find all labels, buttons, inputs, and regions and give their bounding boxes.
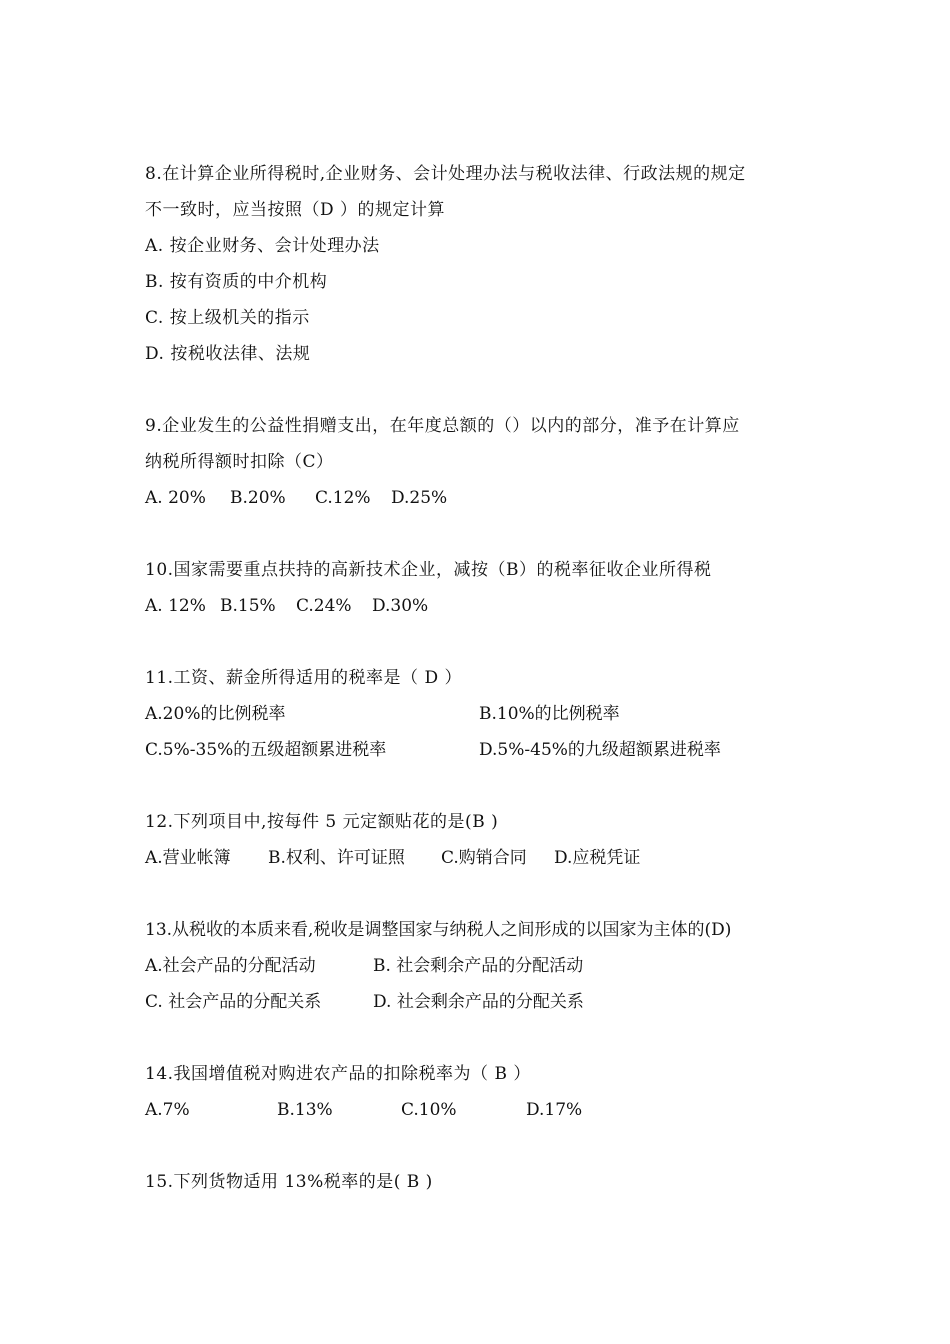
question-12-option-d: D.应税凭证	[554, 848, 641, 868]
question-11-options-row-2	[145, 739, 845, 761]
question-12-stem: 12.下列项目中,按每件 5 元定额贴花的是(B )	[145, 812, 499, 832]
question-11-option-b: B.10%的比例税率	[479, 704, 620, 724]
question-13-option-b: B. 社会剩余产品的分配活动	[373, 956, 584, 976]
question-10-options	[145, 595, 845, 617]
question-13-options-row-2	[145, 991, 845, 1013]
question-13-stem: 13.从税收的本质来看,税收是调整国家与纳税人之间形成的以国家为主体的(D)	[145, 920, 732, 940]
question-15-stem: 15.下列货物适用 13%税率的是( B )	[145, 1172, 433, 1192]
question-8-option-d: D. 按税收法律、法规	[145, 344, 311, 364]
question-9-option-c: C.12%	[315, 488, 371, 508]
question-14-option-c: C.10%	[401, 1100, 457, 1120]
question-13-options-row-1	[145, 955, 845, 977]
question-13-option-d: D. 社会剩余产品的分配关系	[373, 992, 584, 1012]
question-9-stem-line-2: 纳税所得额时扣除（C）	[145, 452, 334, 472]
question-9-option-a: A. 20%	[145, 488, 206, 508]
question-10-stem: 10.国家需要重点扶持的高新技术企业，减按（B）的税率征收企业所得税	[145, 560, 712, 580]
question-12-option-b: B.权利、许可证照	[268, 848, 405, 868]
question-11-option-c: C.5%-35%的五级超额累进税率	[145, 740, 387, 760]
question-10-option-d: D.30%	[372, 596, 429, 616]
question-9-option-b: B.20%	[230, 488, 286, 508]
question-12-option-c: C.购销合同	[441, 848, 527, 868]
question-11-option-d: D.5%-45%的九级超额累进税率	[479, 740, 721, 760]
question-12-option-a: A.营业帐簿	[145, 848, 231, 868]
question-13-option-c: C. 社会产品的分配关系	[145, 992, 322, 1012]
question-11-option-a: A.20%的比例税率	[145, 704, 286, 724]
question-9-stem-line-1: 9.企业发生的公益性捐赠支出，在年度总额的（）以内的部分，准予在计算应	[145, 416, 740, 436]
question-8-option-c: C. 按上级机关的指示	[145, 308, 310, 328]
question-9-options	[145, 487, 845, 509]
question-11-stem: 11.工资、薪金所得适用的税率是（ D ）	[145, 668, 462, 688]
question-11-options-row-1	[145, 703, 845, 725]
question-14-option-d: D.17%	[526, 1100, 583, 1120]
question-8-option-a: A. 按企业财务、会计处理办法	[145, 236, 380, 256]
question-8-stem-line-2: 不一致时，应当按照（D ）的规定计算	[145, 200, 446, 220]
question-14-option-b: B.13%	[277, 1100, 333, 1120]
question-10-option-a: A. 12%	[145, 596, 206, 616]
question-9-option-d: D.25%	[391, 488, 448, 508]
question-10-option-b: B.15%	[220, 596, 276, 616]
question-8-option-b: B. 按有资质的中介机构	[145, 272, 328, 292]
question-12-options	[145, 847, 845, 869]
question-10-option-c: C.24%	[296, 596, 352, 616]
question-14-options	[145, 1099, 845, 1121]
question-14-stem: 14.我国增值税对购进农产品的扣除税率为（ B ）	[145, 1064, 531, 1084]
question-8-stem-line-1: 8.在计算企业所得税时,企业财务、会计处理办法与税收法律、行政法规的规定	[145, 164, 746, 184]
question-13-option-a: A.社会产品的分配活动	[145, 956, 316, 976]
question-14-option-a: A.7%	[145, 1100, 190, 1120]
